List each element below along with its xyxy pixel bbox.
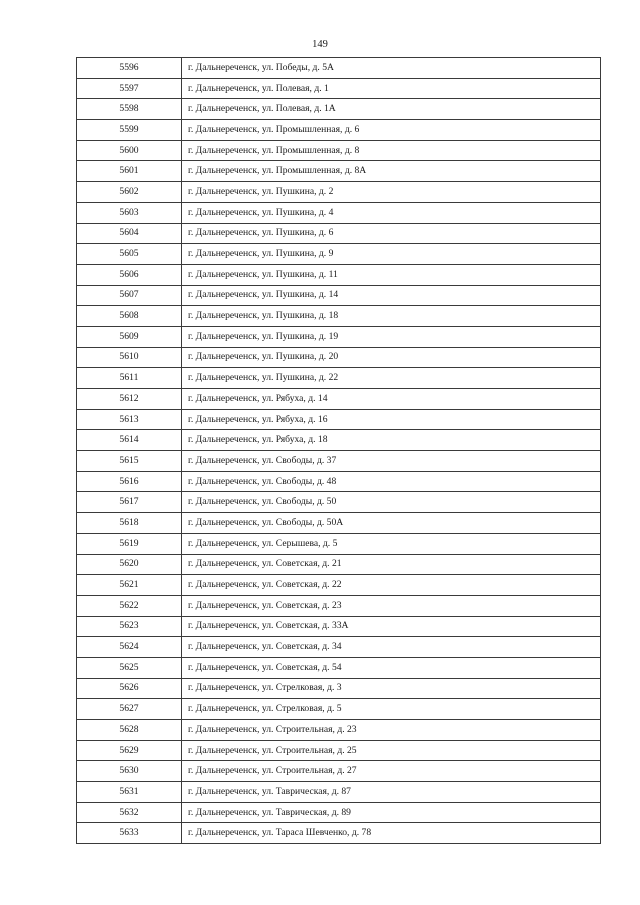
row-number-cell: 5601 xyxy=(77,161,182,182)
table-row xyxy=(77,637,601,658)
page-number: 149 xyxy=(312,39,328,50)
table-row xyxy=(77,430,601,451)
row-number-cell: 5626 xyxy=(77,678,182,699)
address-cell: г. Дальнереченск, ул. Таврическая, д. 87 xyxy=(182,782,601,803)
table-row xyxy=(77,595,601,616)
row-number-cell: 5621 xyxy=(77,575,182,596)
table-row xyxy=(77,575,601,596)
address-cell: г. Дальнереченск, ул. Пушкина, д. 18 xyxy=(182,306,601,327)
table-row xyxy=(77,657,601,678)
row-number-cell: 5625 xyxy=(77,657,182,678)
table-row xyxy=(77,513,601,534)
table-row xyxy=(77,389,601,410)
row-number-cell: 5628 xyxy=(77,720,182,741)
address-table-body xyxy=(77,58,601,844)
table-row xyxy=(77,120,601,141)
address-cell: г. Дальнереченск, ул. Пушкина, д. 11 xyxy=(182,264,601,285)
table-row xyxy=(77,182,601,203)
row-number-cell: 5618 xyxy=(77,513,182,534)
table-row xyxy=(77,161,601,182)
table-row xyxy=(77,699,601,720)
row-number-cell: 5610 xyxy=(77,347,182,368)
address-cell: г. Дальнереченск, ул. Победы, д. 5А xyxy=(182,58,601,79)
address-cell: г. Дальнереченск, ул. Рябуха, д. 16 xyxy=(182,409,601,430)
address-cell: г. Дальнереченск, ул. Советская, д. 54 xyxy=(182,657,601,678)
table-row xyxy=(77,368,601,389)
row-number-cell: 5596 xyxy=(77,58,182,79)
address-cell: г. Дальнереченск, ул. Пушкина, д. 19 xyxy=(182,326,601,347)
row-number-cell: 5606 xyxy=(77,264,182,285)
row-number-cell: 5603 xyxy=(77,202,182,223)
address-cell: г. Дальнереченск, ул. Советская, д. 33А xyxy=(182,616,601,637)
address-cell: г. Дальнереченск, ул. Пушкина, д. 14 xyxy=(182,285,601,306)
table-row xyxy=(77,99,601,120)
row-number-cell: 5598 xyxy=(77,99,182,120)
table-row xyxy=(77,58,601,79)
address-cell: г. Дальнереченск, ул. Советская, д. 22 xyxy=(182,575,601,596)
row-number-cell: 5607 xyxy=(77,285,182,306)
address-cell: г. Дальнереченск, ул. Промышленная, д. 8 xyxy=(182,140,601,161)
row-number-cell: 5615 xyxy=(77,451,182,472)
address-cell: г. Дальнереченск, ул. Строительная, д. 27 xyxy=(182,761,601,782)
address-cell: г. Дальнереченск, ул. Свободы, д. 50А xyxy=(182,513,601,534)
address-cell: г. Дальнереченск, ул. Серышева, д. 5 xyxy=(182,533,601,554)
address-table xyxy=(76,57,601,844)
row-number-cell: 5611 xyxy=(77,368,182,389)
table-row xyxy=(77,740,601,761)
address-cell: г. Дальнереченск, ул. Стрелковая, д. 5 xyxy=(182,699,601,720)
table-row xyxy=(77,451,601,472)
row-number-cell: 5633 xyxy=(77,823,182,844)
row-number-cell: 5622 xyxy=(77,595,182,616)
row-number-cell: 5599 xyxy=(77,120,182,141)
address-cell: г. Дальнереченск, ул. Свободы, д. 37 xyxy=(182,451,601,472)
table-row xyxy=(77,223,601,244)
address-cell: г. Дальнереченск, ул. Полевая, д. 1 xyxy=(182,78,601,99)
row-number-cell: 5616 xyxy=(77,471,182,492)
address-cell: г. Дальнереченск, ул. Полевая, д. 1А xyxy=(182,99,601,120)
table-row xyxy=(77,533,601,554)
row-number-cell: 5614 xyxy=(77,430,182,451)
table-row xyxy=(77,782,601,803)
address-cell: г. Дальнереченск, ул. Пушкина, д. 9 xyxy=(182,244,601,265)
table-row xyxy=(77,326,601,347)
table-row xyxy=(77,471,601,492)
row-number-cell: 5604 xyxy=(77,223,182,244)
table-row xyxy=(77,616,601,637)
table-row xyxy=(77,202,601,223)
address-cell: г. Дальнереченск, ул. Пушкина, д. 6 xyxy=(182,223,601,244)
address-cell: г. Дальнереченск, ул. Строительная, д. 25 xyxy=(182,740,601,761)
table-row xyxy=(77,720,601,741)
address-cell: г. Дальнереченск, ул. Пушкина, д. 22 xyxy=(182,368,601,389)
address-cell: г. Дальнереченск, ул. Свободы, д. 50 xyxy=(182,492,601,513)
row-number-cell: 5624 xyxy=(77,637,182,658)
address-cell: г. Дальнереченск, ул. Строительная, д. 23 xyxy=(182,720,601,741)
address-cell: г. Дальнереченск, ул. Пушкина, д. 4 xyxy=(182,202,601,223)
row-number-cell: 5617 xyxy=(77,492,182,513)
table-row xyxy=(77,285,601,306)
row-number-cell: 5612 xyxy=(77,389,182,410)
address-cell: г. Дальнереченск, ул. Таврическая, д. 89 xyxy=(182,802,601,823)
row-number-cell: 5608 xyxy=(77,306,182,327)
address-cell: г. Дальнереченск, ул. Свободы, д. 48 xyxy=(182,471,601,492)
table-row xyxy=(77,802,601,823)
row-number-cell: 5609 xyxy=(77,326,182,347)
row-number-cell: 5632 xyxy=(77,802,182,823)
row-number-cell: 5619 xyxy=(77,533,182,554)
row-number-cell: 5620 xyxy=(77,554,182,575)
row-number-cell: 5605 xyxy=(77,244,182,265)
address-cell: г. Дальнереченск, ул. Рябуха, д. 14 xyxy=(182,389,601,410)
table-row xyxy=(77,492,601,513)
address-cell: г. Дальнереченск, ул. Советская, д. 34 xyxy=(182,637,601,658)
row-number-cell: 5629 xyxy=(77,740,182,761)
table-row xyxy=(77,244,601,265)
table-row xyxy=(77,678,601,699)
table-row xyxy=(77,306,601,327)
row-number-cell: 5630 xyxy=(77,761,182,782)
row-number-cell: 5600 xyxy=(77,140,182,161)
table-row xyxy=(77,761,601,782)
row-number-cell: 5597 xyxy=(77,78,182,99)
table-row xyxy=(77,554,601,575)
address-cell: г. Дальнереченск, ул. Промышленная, д. 8А xyxy=(182,161,601,182)
row-number-cell: 5613 xyxy=(77,409,182,430)
table-row xyxy=(77,264,601,285)
address-cell: г. Дальнереченск, ул. Рябуха, д. 18 xyxy=(182,430,601,451)
table-row xyxy=(77,823,601,844)
table-row xyxy=(77,409,601,430)
address-cell: г. Дальнереченск, ул. Советская, д. 21 xyxy=(182,554,601,575)
address-cell: г. Дальнереченск, ул. Пушкина, д. 20 xyxy=(182,347,601,368)
row-number-cell: 5623 xyxy=(77,616,182,637)
address-cell: г. Дальнереченск, ул. Промышленная, д. 6 xyxy=(182,120,601,141)
address-cell: г. Дальнереченск, ул. Тараса Шевченко, д. 78 xyxy=(182,823,601,844)
row-number-cell: 5631 xyxy=(77,782,182,803)
row-number-cell: 5602 xyxy=(77,182,182,203)
table-row xyxy=(77,78,601,99)
table-row xyxy=(77,140,601,161)
table-row xyxy=(77,347,601,368)
row-number-cell: 5627 xyxy=(77,699,182,720)
address-cell: г. Дальнереченск, ул. Стрелковая, д. 3 xyxy=(182,678,601,699)
address-cell: г. Дальнереченск, ул. Советская, д. 23 xyxy=(182,595,601,616)
address-cell: г. Дальнереченск, ул. Пушкина, д. 2 xyxy=(182,182,601,203)
